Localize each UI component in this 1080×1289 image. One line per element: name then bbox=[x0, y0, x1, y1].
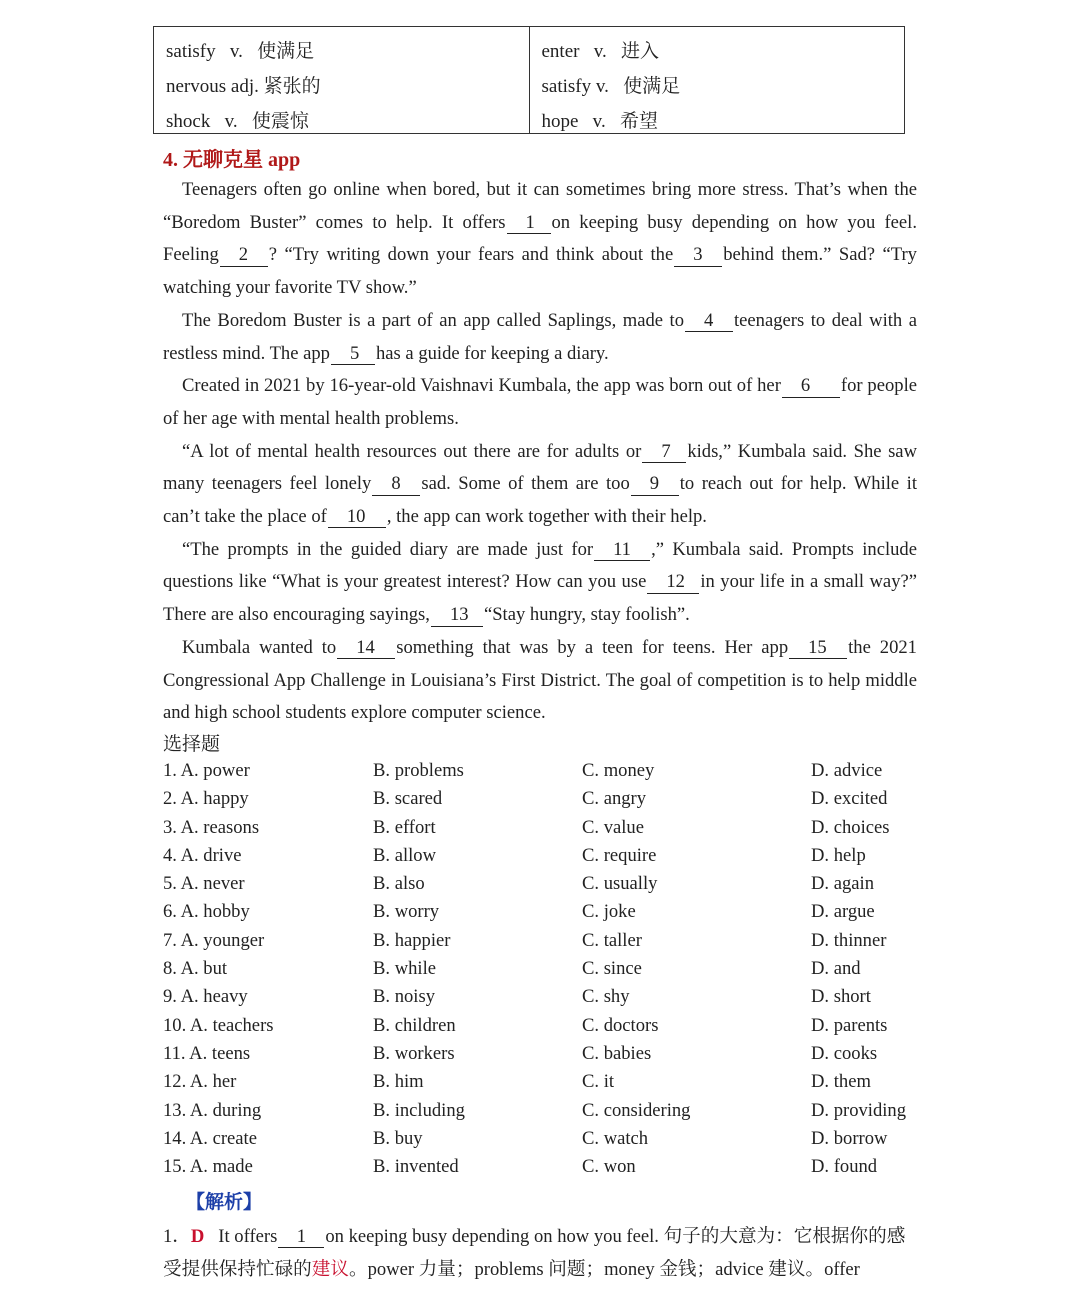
option-d: D. found bbox=[811, 1156, 878, 1178]
answer-highlight: 建议 bbox=[311, 1259, 349, 1280]
passage-text: ,” Kumbala said. Prompts include questions like “What is your greatest interest? How can you use bbox=[163, 538, 917, 593]
option-a: 12. A. her bbox=[163, 1071, 237, 1093]
option-b: B. noisy bbox=[373, 986, 435, 1008]
blank: 1 bbox=[507, 212, 551, 234]
option-b: B. workers bbox=[373, 1042, 455, 1064]
blank: 4 bbox=[685, 310, 733, 332]
blank: 6 bbox=[782, 375, 840, 397]
passage-text: behind them.” Sad? “Try watching your favorite TV show.” bbox=[163, 244, 917, 299]
option-d: D. choices bbox=[811, 816, 890, 838]
question-row bbox=[163, 815, 923, 843]
paragraph bbox=[163, 436, 917, 534]
option-a: 10. A. teachers bbox=[163, 1014, 274, 1036]
question-row bbox=[163, 1069, 923, 1097]
blank: 9 bbox=[631, 473, 679, 495]
option-b: B. problems bbox=[373, 760, 464, 781]
option-c: C. angry bbox=[582, 788, 647, 810]
option-b: B. effort bbox=[373, 816, 436, 838]
passage-text: on keeping busy depending on how you feel. Feeling bbox=[163, 211, 917, 266]
question-row bbox=[163, 1013, 923, 1041]
option-a: 1. A. power bbox=[163, 760, 250, 781]
analysis-heading: 【解析】 bbox=[186, 1192, 263, 1213]
question-row bbox=[163, 1126, 923, 1154]
passage bbox=[163, 174, 917, 730]
question-row bbox=[163, 843, 923, 871]
option-a: 6. A. hobby bbox=[163, 901, 250, 923]
passage-text: , the app can work together with their help. bbox=[386, 506, 707, 528]
option-d: D. help bbox=[811, 844, 866, 866]
passage-text: in your life in a small way?” There are also encouraging sayings, bbox=[163, 571, 917, 626]
answer-number: 1． bbox=[163, 1226, 191, 1247]
question-row bbox=[163, 1098, 923, 1126]
option-d: D. again bbox=[811, 873, 874, 895]
option-a: 8. A. but bbox=[163, 958, 228, 980]
question-row bbox=[163, 899, 923, 927]
option-d: D. and bbox=[811, 958, 861, 980]
passage-text: sad. Some of them are too bbox=[421, 473, 630, 495]
question-row bbox=[163, 956, 923, 984]
vocab-entry: satisfy v. 使满足 bbox=[541, 76, 681, 97]
vocab-entry: hope v. 希望 bbox=[541, 111, 658, 132]
answer-text: 。power 力量；problems 问题；money 金钱；advice 建议。offer bbox=[348, 1259, 860, 1280]
passage-text: for people of her age with mental health problems. bbox=[163, 375, 917, 429]
option-b: B. happier bbox=[373, 929, 451, 951]
option-d: D. thinner bbox=[811, 929, 887, 951]
vocab-entry: satisfy v. 使满足 bbox=[166, 41, 315, 62]
option-d: D. providing bbox=[811, 1099, 907, 1121]
blank: 2 bbox=[220, 244, 268, 266]
option-a: 7. A. younger bbox=[163, 929, 265, 951]
paragraph bbox=[163, 534, 917, 632]
blank: 7 bbox=[642, 441, 686, 463]
question-row bbox=[163, 928, 923, 956]
option-b: B. while bbox=[373, 958, 437, 980]
option-d: D. borrow bbox=[811, 1127, 888, 1149]
blank: 1 bbox=[278, 1226, 324, 1248]
option-b: B. including bbox=[373, 1099, 465, 1121]
vocab-column-right bbox=[529, 27, 905, 133]
option-b: B. scared bbox=[373, 788, 443, 810]
passage-text: has a guide for keeping a diary. bbox=[375, 342, 609, 364]
option-a: 11. A. teens bbox=[163, 1042, 251, 1064]
option-c: C. taller bbox=[582, 929, 642, 951]
vocab-entry: shock v. 使震惊 bbox=[166, 111, 309, 132]
question-row bbox=[163, 758, 923, 786]
paragraph bbox=[163, 370, 917, 435]
blank: 12 bbox=[647, 571, 699, 593]
option-b: B. him bbox=[373, 1071, 424, 1093]
option-a: 9. A. heavy bbox=[163, 986, 248, 1008]
options-list bbox=[163, 758, 923, 1182]
question-row bbox=[163, 984, 923, 1012]
passage-text: “The prompts in the guided diary are made just for bbox=[182, 538, 594, 560]
passage-text: The Boredom Buster is a part of an app called Saplings, made to bbox=[182, 309, 685, 331]
passage-text: Kumbala wanted to bbox=[182, 636, 337, 658]
option-c: C. since bbox=[582, 958, 642, 980]
passage-text: “Stay hungry, stay foolish”. bbox=[483, 604, 690, 626]
option-d: D. parents bbox=[811, 1014, 888, 1036]
blank: 8 bbox=[372, 473, 420, 495]
paragraph bbox=[163, 632, 917, 730]
answer-explanation-1 bbox=[163, 1220, 917, 1286]
option-c: C. considering bbox=[582, 1099, 691, 1121]
option-c: C. usually bbox=[582, 873, 658, 895]
passage-text: teenagers to deal with a restless mind. The app bbox=[163, 309, 917, 364]
blank: 15 bbox=[789, 637, 847, 659]
option-c: C. won bbox=[582, 1156, 636, 1178]
answer-text: It offers bbox=[218, 1226, 278, 1247]
option-c: C. money bbox=[582, 760, 655, 781]
option-b: B. buy bbox=[373, 1127, 423, 1149]
option-b: B. invented bbox=[373, 1156, 459, 1178]
option-c: C. joke bbox=[582, 901, 636, 923]
blank: 3 bbox=[674, 244, 722, 266]
option-a: 13. A. during bbox=[163, 1099, 262, 1121]
option-a: 15. A. made bbox=[163, 1156, 253, 1178]
option-a: 3. A. reasons bbox=[163, 816, 260, 838]
question-row bbox=[163, 786, 923, 814]
option-c: C. babies bbox=[582, 1042, 652, 1064]
option-d: D. them bbox=[811, 1071, 871, 1093]
option-b: B. allow bbox=[373, 844, 437, 866]
vocab-entry: nervous adj. 紧张的 bbox=[166, 76, 321, 97]
option-b: B. worry bbox=[373, 901, 440, 923]
answer-letter: D bbox=[190, 1226, 205, 1247]
option-d: D. argue bbox=[811, 901, 875, 923]
option-c: C. require bbox=[582, 844, 657, 866]
blank: 11 bbox=[594, 539, 650, 561]
question-row bbox=[163, 1154, 923, 1182]
paragraph bbox=[163, 174, 917, 305]
option-a: 2. A. happy bbox=[163, 788, 249, 810]
option-c: C. doctors bbox=[582, 1014, 659, 1036]
paragraph bbox=[163, 305, 917, 370]
passage-text: “A lot of mental health resources out there are for adults or bbox=[182, 440, 642, 462]
option-a: 14. A. create bbox=[163, 1127, 257, 1149]
option-d: D. excited bbox=[811, 788, 888, 810]
option-c: C. it bbox=[582, 1071, 615, 1093]
passage-text: Created in 2021 by 16-year-old Vaishnavi Kumbala, the app was born out of her bbox=[182, 375, 781, 397]
option-d: D. cooks bbox=[811, 1042, 878, 1064]
vocab-entry: enter v. 进入 bbox=[541, 41, 659, 62]
vocab-column-left bbox=[154, 27, 529, 133]
option-b: B. children bbox=[373, 1014, 456, 1036]
passage-text: ? “Try writing down your fears and think about the bbox=[268, 244, 674, 266]
option-a: 5. A. never bbox=[163, 873, 245, 895]
question-heading: 选择题 bbox=[163, 734, 221, 755]
option-a: 4. A. drive bbox=[163, 844, 242, 866]
passage-text: the 2021 Congressional App Challenge in Louisiana’s First District. The goal of competition is to help middle and high school students explore computer science. bbox=[163, 636, 917, 724]
blank: 13 bbox=[431, 604, 483, 626]
blank: 10 bbox=[328, 506, 386, 528]
option-d: D. advice bbox=[811, 760, 883, 781]
question-row bbox=[163, 871, 923, 899]
option-c: C. value bbox=[582, 816, 644, 838]
passage-text: something that was by a teen for teens. Her app bbox=[396, 636, 789, 658]
vocab-table bbox=[153, 26, 905, 134]
section-title: 4. 无聊克星 app bbox=[163, 149, 301, 171]
option-b: B. also bbox=[373, 873, 425, 895]
answer-text: on keeping busy depending on how you feel. 句子的大意为：它根据你的感受提供保持忙碌的 bbox=[163, 1226, 906, 1280]
option-d: D. short bbox=[811, 986, 871, 1008]
passage-text: Teenagers often go online when bored, but it can sometimes bring more stress. That’s when the “Boredom Buster” comes to help. It offers bbox=[163, 179, 917, 233]
question-row bbox=[163, 1041, 923, 1069]
option-c: C. shy bbox=[582, 986, 630, 1008]
blank: 5 bbox=[331, 343, 375, 365]
passage-text: kids,” Kumbala said. She saw many teenagers feel lonely bbox=[163, 440, 917, 495]
blank: 14 bbox=[337, 637, 395, 659]
option-c: C. watch bbox=[582, 1127, 649, 1149]
passage-text: to reach out for help. While it can’t take the place of bbox=[163, 473, 917, 528]
